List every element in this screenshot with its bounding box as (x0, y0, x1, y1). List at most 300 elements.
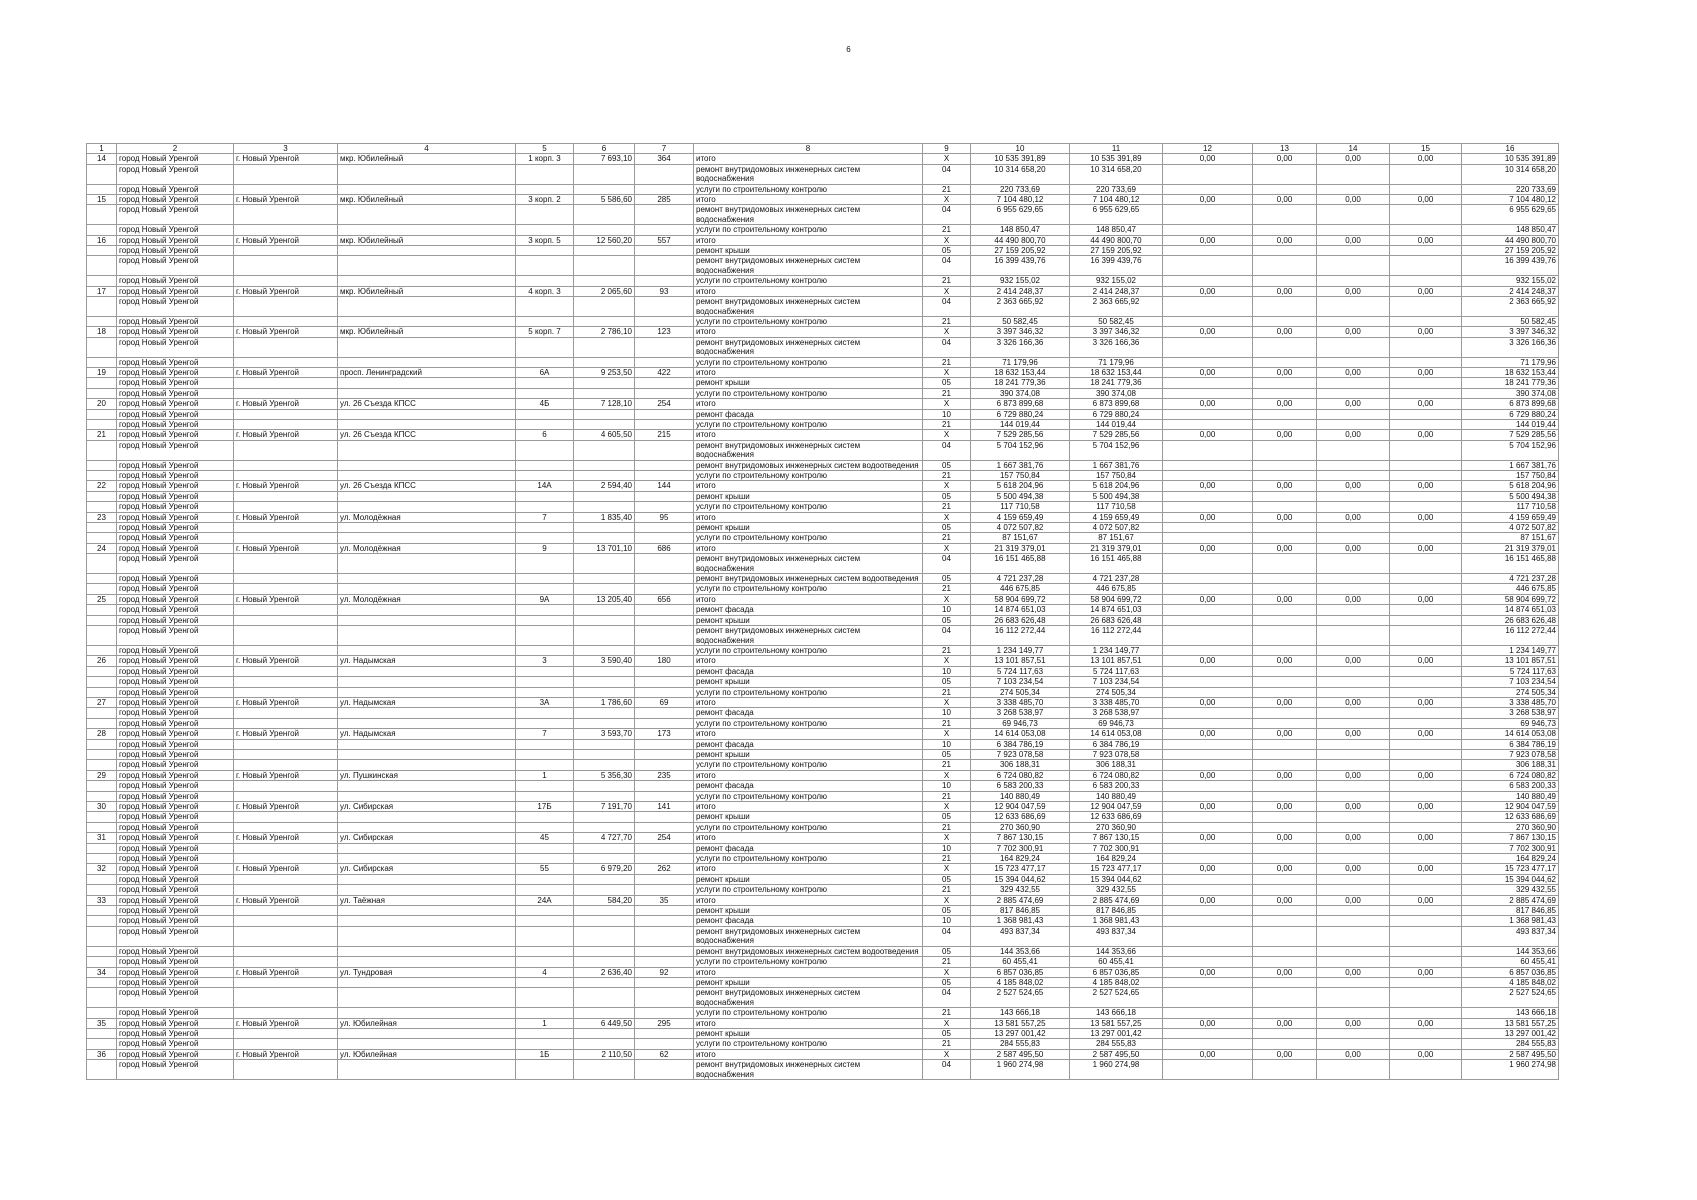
other-source-cell (1163, 791, 1253, 801)
other-source-cell (1163, 843, 1253, 853)
other-source-cell: 0,00 (1390, 399, 1462, 409)
area-cell (574, 1039, 635, 1049)
object-number: 15 (87, 195, 117, 205)
specific-cost-cell: 6 857 036,85 (1462, 967, 1559, 977)
other-source-cell (1163, 523, 1253, 533)
page-number: 6 (846, 45, 851, 54)
other-source-cell (1317, 419, 1390, 429)
other-source-cell (1253, 605, 1317, 615)
total-cost-cell: 157 750,84 (971, 471, 1070, 481)
street-cell (338, 460, 516, 470)
specific-cost-cell: 13 297 001,42 (1462, 1028, 1559, 1038)
object-number: 24 (87, 543, 117, 553)
object-number (87, 946, 117, 956)
specific-cost-cell: 16 151 465,88 (1462, 554, 1559, 574)
total-cost-cell: 10 314 658,20 (971, 164, 1070, 184)
column-number: 8 (694, 144, 923, 154)
work-code-cell: 21 (923, 388, 971, 398)
total-cost-cell: 5 724 117,63 (971, 666, 1070, 676)
settlement-cell (234, 926, 338, 946)
object-number (87, 749, 117, 759)
work-type-cell: ремонт внутридомовых инженерных систем водоснабжения (694, 337, 923, 357)
house-cell (516, 626, 574, 646)
table-row (87, 502, 1559, 512)
area-cell: 6 979,20 (574, 864, 635, 874)
work-type-cell: услуги по строительному контролю (694, 1008, 923, 1018)
other-source-cell (1390, 523, 1462, 533)
house-cell: 45 (516, 833, 574, 843)
other-source-cell: 0,00 (1253, 1018, 1317, 1028)
other-source-cell (1163, 926, 1253, 946)
total-cost-cell: 4 185 848,02 (971, 977, 1070, 987)
other-source-cell (1317, 378, 1390, 388)
object-number (87, 812, 117, 822)
object-number (87, 926, 117, 946)
other-source-cell (1317, 502, 1390, 512)
other-source-cell (1317, 337, 1390, 357)
house-cell (516, 812, 574, 822)
street-cell (338, 316, 516, 326)
residents-cell (635, 440, 694, 460)
house-cell (516, 988, 574, 1008)
municipality-cell: город Новый Уренгой (117, 574, 234, 584)
fund-cost-cell: 932 155,02 (1070, 276, 1163, 286)
table-row (87, 916, 1559, 926)
other-source-cell (1317, 471, 1390, 481)
house-cell: 6А (516, 367, 574, 377)
other-source-cell (1317, 491, 1390, 501)
work-type-cell: услуги по строительному контролю (694, 276, 923, 286)
specific-cost-cell: 26 683 626,48 (1462, 615, 1559, 625)
work-type-cell: услуги по строительному контролю (694, 791, 923, 801)
settlement-cell (234, 523, 338, 533)
total-cost-cell: 817 846,85 (971, 906, 1070, 916)
residents-cell (635, 760, 694, 770)
work-type-cell: ремонт фасада (694, 916, 923, 926)
total-cost-cell: 6 857 036,85 (971, 967, 1070, 977)
other-source-cell: 0,00 (1163, 399, 1253, 409)
street-cell (338, 977, 516, 987)
house-cell (516, 297, 574, 317)
fund-cost-cell: 16 399 439,76 (1070, 256, 1163, 276)
residents-cell: 95 (635, 512, 694, 522)
house-cell: 5 корп. 7 (516, 327, 574, 337)
other-source-cell (1390, 822, 1462, 832)
house-cell (516, 523, 574, 533)
area-cell (574, 357, 635, 367)
other-source-cell (1253, 749, 1317, 759)
table-row (87, 626, 1559, 646)
table-row (87, 512, 1559, 522)
settlement-cell (234, 533, 338, 543)
area-cell: 584,20 (574, 895, 635, 905)
specific-cost-cell: 16 399 439,76 (1462, 256, 1559, 276)
street-cell: ул. Юбилейная (338, 1018, 516, 1028)
area-cell: 13 205,40 (574, 594, 635, 604)
table-row (87, 1008, 1559, 1018)
other-source-cell (1253, 388, 1317, 398)
fund-cost-cell: 4 185 848,02 (1070, 977, 1163, 987)
other-source-cell (1253, 988, 1317, 1008)
other-source-cell (1253, 440, 1317, 460)
settlement-cell (234, 946, 338, 956)
residents-cell (635, 677, 694, 687)
fund-cost-cell: 18 632 153,44 (1070, 367, 1163, 377)
street-cell (338, 388, 516, 398)
object-number: 16 (87, 235, 117, 245)
street-cell (338, 276, 516, 286)
street-cell: ул. Молодёжная (338, 594, 516, 604)
object-number (87, 781, 117, 791)
street-cell (338, 957, 516, 967)
fund-cost-cell: 144 353,66 (1070, 946, 1163, 956)
other-source-cell: 0,00 (1390, 430, 1462, 440)
object-number (87, 645, 117, 655)
street-cell (338, 812, 516, 822)
other-source-cell (1253, 460, 1317, 470)
work-type-cell: ремонт фасада (694, 739, 923, 749)
street-cell (338, 822, 516, 832)
other-source-cell (1253, 246, 1317, 256)
house-cell (516, 471, 574, 481)
object-number (87, 297, 117, 317)
work-type-cell: услуги по строительному контролю (694, 822, 923, 832)
work-code-cell: X (923, 594, 971, 604)
street-cell (338, 357, 516, 367)
work-code-cell: 21 (923, 184, 971, 194)
object-number: 32 (87, 864, 117, 874)
area-cell (574, 708, 635, 718)
work-type-cell: итого (694, 802, 923, 812)
fund-cost-cell: 13 101 857,51 (1070, 656, 1163, 666)
other-source-cell (1390, 605, 1462, 615)
house-cell (516, 502, 574, 512)
table-row (87, 645, 1559, 655)
other-source-cell (1390, 297, 1462, 317)
street-cell (338, 760, 516, 770)
specific-cost-cell: 4 185 848,02 (1462, 977, 1559, 987)
fund-cost-cell: 1 960 274,98 (1070, 1060, 1163, 1080)
house-cell: 7 (516, 512, 574, 522)
fund-cost-cell: 5 618 204,96 (1070, 481, 1163, 491)
work-type-cell: ремонт внутридомовых инженерных систем водоотведения (694, 460, 923, 470)
other-source-cell: 0,00 (1317, 154, 1390, 164)
total-cost-cell: 87 151,67 (971, 533, 1070, 543)
residents-cell (635, 471, 694, 481)
specific-cost-cell: 1 234 149,77 (1462, 645, 1559, 655)
street-cell (338, 164, 516, 184)
house-cell (516, 409, 574, 419)
area-cell (574, 843, 635, 853)
object-number (87, 184, 117, 194)
other-source-cell (1390, 1028, 1462, 1038)
specific-cost-cell: 117 710,58 (1462, 502, 1559, 512)
area-cell (574, 574, 635, 584)
object-number (87, 440, 117, 460)
work-code-cell: 21 (923, 957, 971, 967)
work-type-cell: ремонт внутридомовых инженерных систем водоснабжения (694, 164, 923, 184)
municipality-cell: город Новый Уренгой (117, 357, 234, 367)
street-cell (338, 1028, 516, 1038)
other-source-cell (1390, 533, 1462, 543)
fund-cost-cell: 21 319 379,01 (1070, 543, 1163, 553)
house-cell (516, 337, 574, 357)
other-source-cell: 0,00 (1317, 864, 1390, 874)
other-source-cell: 0,00 (1163, 594, 1253, 604)
table-row (87, 471, 1559, 481)
other-source-cell (1163, 1008, 1253, 1018)
municipality-cell: город Новый Уренгой (117, 195, 234, 205)
other-source-cell: 0,00 (1163, 327, 1253, 337)
table-row (87, 357, 1559, 367)
street-cell (338, 554, 516, 574)
table-row (87, 874, 1559, 884)
work-type-cell: услуги по строительному контролю (694, 533, 923, 543)
street-cell (338, 205, 516, 225)
house-cell (516, 1008, 574, 1018)
work-type-cell: итого (694, 195, 923, 205)
residents-cell (635, 1028, 694, 1038)
house-cell (516, 645, 574, 655)
other-source-cell: 0,00 (1253, 543, 1317, 553)
other-source-cell: 0,00 (1317, 430, 1390, 440)
municipality-cell: город Новый Уренгой (117, 1018, 234, 1028)
other-source-cell: 0,00 (1163, 833, 1253, 843)
municipality-cell: город Новый Уренгой (117, 854, 234, 864)
street-cell (338, 666, 516, 676)
residents-cell: 93 (635, 286, 694, 296)
table-row (87, 554, 1559, 574)
work-type-cell: ремонт внутридомовых инженерных систем водоснабжения (694, 988, 923, 1008)
other-source-cell (1253, 926, 1317, 946)
work-type-cell: итого (694, 399, 923, 409)
other-source-cell (1317, 584, 1390, 594)
object-number: 23 (87, 512, 117, 522)
street-cell: ул. Надымская (338, 697, 516, 707)
municipality-cell: город Новый Уренгой (117, 802, 234, 812)
other-source-cell (1163, 760, 1253, 770)
area-cell: 5 586,60 (574, 195, 635, 205)
object-number: 35 (87, 1018, 117, 1028)
settlement-cell (234, 460, 338, 470)
street-cell (338, 781, 516, 791)
work-type-cell: ремонт крыши (694, 874, 923, 884)
house-cell (516, 554, 574, 574)
object-number (87, 687, 117, 697)
other-source-cell (1253, 626, 1317, 646)
other-source-cell (1317, 554, 1390, 574)
other-source-cell (1317, 926, 1390, 946)
work-type-cell: ремонт внутридомовых инженерных систем водоснабжения (694, 554, 923, 574)
specific-cost-cell: 2 527 524,65 (1462, 988, 1559, 1008)
work-type-cell: итого (694, 367, 923, 377)
fund-cost-cell: 7 103 234,54 (1070, 677, 1163, 687)
other-source-cell: 0,00 (1317, 543, 1390, 553)
house-cell: 55 (516, 864, 574, 874)
other-source-cell (1317, 812, 1390, 822)
other-source-cell (1317, 687, 1390, 697)
work-code-cell: 21 (923, 276, 971, 286)
work-type-cell: ремонт внутридомовых инженерных систем водоснабжения (694, 256, 923, 276)
settlement-cell (234, 957, 338, 967)
other-source-cell: 0,00 (1390, 895, 1462, 905)
area-cell (574, 677, 635, 687)
work-code-cell: 05 (923, 523, 971, 533)
other-source-cell: 0,00 (1317, 895, 1390, 905)
work-code-cell: 10 (923, 843, 971, 853)
other-source-cell (1163, 276, 1253, 286)
residents-cell (635, 205, 694, 225)
object-number (87, 460, 117, 470)
other-source-cell (1253, 874, 1317, 884)
work-type-cell: ремонт крыши (694, 523, 923, 533)
residents-cell: 295 (635, 1018, 694, 1028)
house-cell (516, 605, 574, 615)
other-source-cell (1253, 276, 1317, 286)
work-code-cell: X (923, 833, 971, 843)
settlement-cell (234, 554, 338, 574)
other-source-cell (1390, 687, 1462, 697)
total-cost-cell: 7 104 480,12 (971, 195, 1070, 205)
work-type-cell: ремонт фасада (694, 666, 923, 676)
municipality-cell: город Новый Уренгой (117, 471, 234, 481)
total-cost-cell: 7 702 300,91 (971, 843, 1070, 853)
other-source-cell: 0,00 (1253, 1049, 1317, 1059)
work-type-cell: услуги по строительному контролю (694, 1039, 923, 1049)
other-source-cell (1253, 687, 1317, 697)
other-source-cell: 0,00 (1390, 327, 1462, 337)
object-number (87, 225, 117, 235)
other-source-cell (1163, 205, 1253, 225)
table-row (87, 781, 1559, 791)
object-number (87, 419, 117, 429)
residents-cell (635, 297, 694, 317)
total-cost-cell: 13 101 857,51 (971, 656, 1070, 666)
work-type-cell: услуги по строительному контролю (694, 316, 923, 326)
work-code-cell: 04 (923, 337, 971, 357)
object-number: 19 (87, 367, 117, 377)
specific-cost-cell: 3 338 485,70 (1462, 697, 1559, 707)
house-cell: 24А (516, 895, 574, 905)
specific-cost-cell: 329 432,55 (1462, 885, 1559, 895)
work-type-cell: ремонт крыши (694, 246, 923, 256)
municipality-cell: город Новый Уренгой (117, 225, 234, 235)
object-number (87, 246, 117, 256)
other-source-cell: 0,00 (1163, 802, 1253, 812)
street-cell (338, 1008, 516, 1018)
area-cell: 4 605,50 (574, 430, 635, 440)
fund-cost-cell: 284 555,83 (1070, 1039, 1163, 1049)
total-cost-cell: 13 297 001,42 (971, 1028, 1070, 1038)
other-source-cell (1253, 666, 1317, 676)
area-cell (574, 440, 635, 460)
other-source-cell: 0,00 (1253, 697, 1317, 707)
street-cell: ул. Молодёжная (338, 512, 516, 522)
residents-cell (635, 885, 694, 895)
fund-cost-cell: 1 234 149,77 (1070, 645, 1163, 655)
fund-cost-cell: 6 857 036,85 (1070, 967, 1163, 977)
other-source-cell (1163, 874, 1253, 884)
object-number: 29 (87, 770, 117, 780)
other-source-cell (1390, 926, 1462, 946)
street-cell (338, 256, 516, 276)
settlement-cell (234, 316, 338, 326)
column-number: 15 (1390, 144, 1462, 154)
fund-cost-cell: 5 724 117,63 (1070, 666, 1163, 676)
fund-cost-cell: 270 360,90 (1070, 822, 1163, 832)
municipality-cell: город Новый Уренгой (117, 502, 234, 512)
object-number: 18 (87, 327, 117, 337)
work-code-cell: 10 (923, 605, 971, 615)
other-source-cell (1163, 988, 1253, 1008)
house-cell: 1 (516, 770, 574, 780)
work-code-cell: 21 (923, 225, 971, 235)
total-cost-cell: 284 555,83 (971, 1039, 1070, 1049)
table-row (87, 409, 1559, 419)
table-row (87, 760, 1559, 770)
object-number (87, 718, 117, 728)
total-cost-cell: 270 360,90 (971, 822, 1070, 832)
house-cell: 4Б (516, 399, 574, 409)
total-cost-cell: 16 151 465,88 (971, 554, 1070, 574)
object-number (87, 523, 117, 533)
settlement-cell (234, 256, 338, 276)
fund-cost-cell: 117 710,58 (1070, 502, 1163, 512)
settlement-cell: г. Новый Уренгой (234, 895, 338, 905)
municipality-cell: город Новый Уренгой (117, 543, 234, 553)
object-number (87, 205, 117, 225)
other-source-cell (1317, 988, 1390, 1008)
other-source-cell: 0,00 (1317, 1049, 1390, 1059)
total-cost-cell: 3 338 485,70 (971, 697, 1070, 707)
area-cell (574, 988, 635, 1008)
other-source-cell (1317, 666, 1390, 676)
total-cost-cell: 6 384 786,19 (971, 739, 1070, 749)
house-cell (516, 718, 574, 728)
settlement-cell (234, 164, 338, 184)
other-source-cell: 0,00 (1390, 286, 1462, 296)
municipality-cell: город Новый Уренгой (117, 666, 234, 676)
work-type-cell: итого (694, 154, 923, 164)
work-code-cell: X (923, 770, 971, 780)
work-type-cell: услуги по строительному контролю (694, 419, 923, 429)
area-cell (574, 1008, 635, 1018)
other-source-cell: 0,00 (1317, 481, 1390, 491)
fund-cost-cell: 164 829,24 (1070, 854, 1163, 864)
area-cell (574, 791, 635, 801)
other-source-cell (1163, 957, 1253, 967)
object-number (87, 666, 117, 676)
table-row (87, 885, 1559, 895)
other-source-cell: 0,00 (1253, 286, 1317, 296)
other-source-cell: 0,00 (1390, 833, 1462, 843)
work-type-cell: ремонт фасада (694, 843, 923, 853)
settlement-cell: г. Новый Уренгой (234, 195, 338, 205)
column-number: 7 (635, 144, 694, 154)
work-code-cell: X (923, 399, 971, 409)
work-code-cell: 21 (923, 316, 971, 326)
settlement-cell (234, 419, 338, 429)
other-source-cell: 0,00 (1163, 154, 1253, 164)
settlement-cell (234, 885, 338, 895)
other-source-cell (1317, 574, 1390, 584)
table-row (87, 286, 1559, 296)
settlement-cell: г. Новый Уренгой (234, 967, 338, 977)
specific-cost-cell: 817 846,85 (1462, 906, 1559, 916)
house-cell (516, 164, 574, 184)
street-cell (338, 297, 516, 317)
residents-cell (635, 749, 694, 759)
